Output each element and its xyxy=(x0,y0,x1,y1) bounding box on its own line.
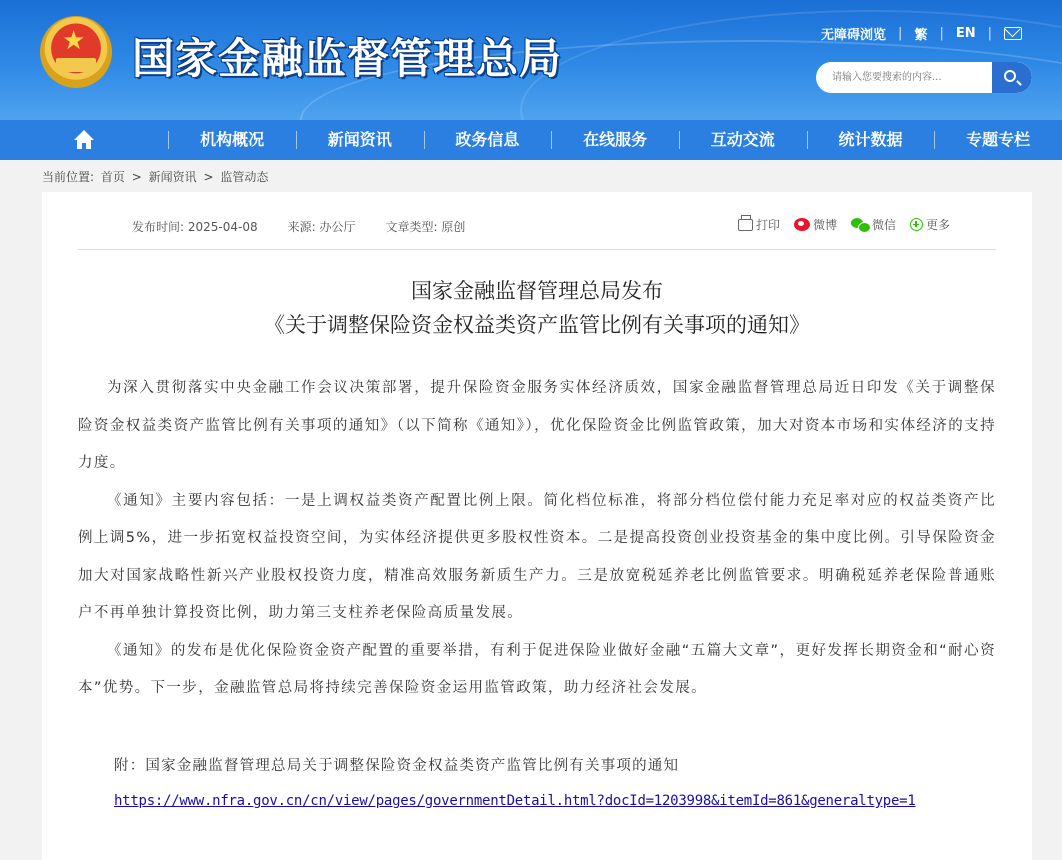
search-icon xyxy=(1004,70,1016,82)
search-box xyxy=(816,62,1032,93)
top-links xyxy=(821,24,1022,43)
share-more-button[interactable] xyxy=(910,216,950,233)
breadcrumb-label: 当前位置: xyxy=(42,170,95,184)
nav-item-interaction[interactable]: 互动交流 xyxy=(679,120,807,160)
weibo-icon xyxy=(794,218,810,231)
breadcrumb-current[interactable]: 监管动态 xyxy=(220,170,269,184)
english-link[interactable]: EN xyxy=(955,26,976,41)
emblem-base xyxy=(56,58,96,72)
article-type: 文章类型: 原创 xyxy=(385,220,466,234)
article-body xyxy=(78,370,996,708)
attachment-link[interactable]: https://www.nfra.gov.cn/cn/view/pages/governmentDetail.html?docId=1203998&itemId=861&generaltype=1 xyxy=(114,793,916,809)
nav-item-government-info[interactable]: 政务信息 xyxy=(424,120,552,160)
article-meta xyxy=(132,218,495,235)
article-panel xyxy=(42,192,1032,860)
share-bar xyxy=(724,216,950,233)
main-nav xyxy=(0,120,1062,160)
mail-icon[interactable] xyxy=(1004,27,1022,40)
search-input[interactable] xyxy=(816,62,992,93)
nav-item-home[interactable] xyxy=(0,120,168,160)
article-paragraph: 为深入贯彻落实中央金融工作会议决策部署，提升保险资金服务实体经济质效，国家金融监督管理总局近日印发《关于调整保险资金权益类资产监管比例有关事项的通知》（以下简称《通知》），优化保险资金比例监管政策，加大对资本市场和实体经济的支持力度。 xyxy=(78,380,996,471)
article-paragraph: 《通知》的发布是优化保险资金资产配置的重要举措，有利于促进保险业做好金融“五篇大文章”，更好发挥长期资金和“耐心资本”优势。下一步，金融监管总局将持续完善保险资金运用监管政策，助力经济社会发展。 xyxy=(78,642,996,696)
attachment-label: 附：国家金融监督管理总局关于调整保险资金权益类资产监管比例有关事项的通知 xyxy=(114,758,680,774)
breadcrumb-separator: > xyxy=(203,170,214,184)
nav-item-statistics[interactable]: 统计数据 xyxy=(807,120,935,160)
meta-divider xyxy=(78,249,996,250)
breadcrumb-separator: > xyxy=(131,170,142,184)
nav-item-news[interactable]: 新闻资讯 xyxy=(296,120,424,160)
nav-item-about[interactable]: 机构概况 xyxy=(168,120,296,160)
breadcrumb xyxy=(42,168,271,185)
emblem-star: ★ xyxy=(62,26,86,56)
breadcrumb-news[interactable]: 新闻资讯 xyxy=(148,170,197,184)
plus-circle-icon xyxy=(910,218,923,231)
search-button[interactable] xyxy=(992,62,1032,93)
article-source: 来源: 办公厅 xyxy=(287,220,356,234)
top-link-separator: | xyxy=(987,26,992,41)
publish-date: 发布时间: 2025-04-08 xyxy=(132,220,258,234)
home-icon xyxy=(73,130,95,150)
print-label: 打印 xyxy=(755,218,780,232)
more-label: 更多 xyxy=(925,218,950,232)
site-header xyxy=(0,0,1062,120)
print-icon xyxy=(738,219,753,231)
article-paragraph: 《通知》主要内容包括：一是上调权益类资产配置比例上限。简化档位标准，将部分档位偿付能力充足率对应的权益类资产比例上调5%，进一步拓宽权益投资空间，为实体经济提供更多股权性资本。二是提高投资创业投资基金的集中度比例。引导保险资金加大对国家战略性新兴产业股权投资力度，精准高效服务新质生产力。三是放宽税延养老比例监管要求。明确税延养老保险普通账户不再单独计算投资比例，助力第三支柱养老保险高质量发展。 xyxy=(78,492,996,621)
weibo-label: 微博 xyxy=(812,218,837,232)
breadcrumb-home[interactable]: 首页 xyxy=(100,170,125,184)
article-title-line2: 《关于调整保险资金权益类资产监管比例有关事项的通知》 xyxy=(264,313,810,337)
site-title[interactable]: 国家金融监督管理总局 xyxy=(132,34,563,83)
article-title-line1: 国家金融监督管理总局发布 xyxy=(411,279,663,303)
traditional-chinese-link[interactable]: 繁 xyxy=(914,28,928,43)
national-emblem-icon[interactable] xyxy=(40,16,112,88)
share-wechat-button[interactable] xyxy=(851,216,896,233)
wechat-label: 微信 xyxy=(871,218,896,232)
nav-item-online-service[interactable]: 在线服务 xyxy=(551,120,679,160)
top-link-separator: | xyxy=(898,26,903,41)
accessibility-link[interactable]: 无障碍浏览 xyxy=(821,28,887,43)
share-weibo-button[interactable] xyxy=(794,216,837,233)
print-button[interactable] xyxy=(738,216,780,233)
nav-item-topics[interactable]: 专题专栏 xyxy=(934,120,1062,160)
wechat-icon xyxy=(851,218,869,231)
top-link-separator: | xyxy=(939,26,944,41)
